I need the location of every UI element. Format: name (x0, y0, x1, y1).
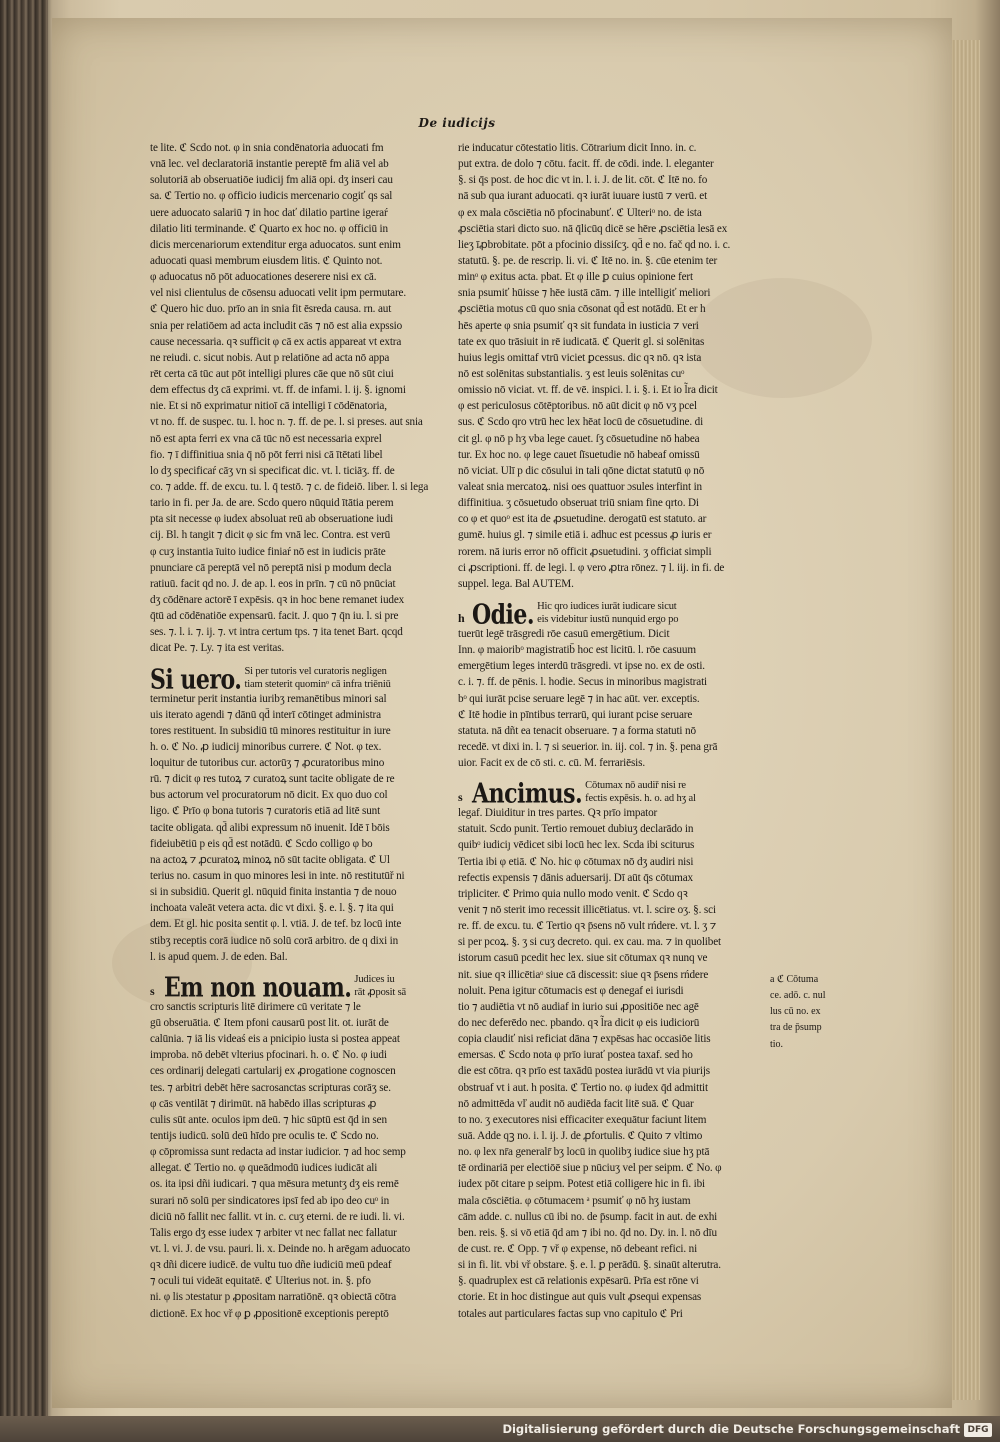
text-line: culis sūt ante. oculos ipm deū. ⁊ hic sūptū est q̄d in sen (150, 1113, 387, 1126)
text-line: tentijs iudicū. solū deū hīdo pre oculis te. ℭ Scdo no. (150, 1130, 379, 1143)
text-line: diffinitiua. ʒ cōsuetudo obseruat triū sniam fine qrto. Di (458, 497, 699, 510)
text-line: gū obseruātia. ℭ Item pfoni causarū post lit. ot. iurāt de (150, 1017, 389, 1030)
text-line: Inn. φ maioribᵒ magistratib̄ hoc est licitū. l. rōe casuum (458, 644, 696, 657)
right-text-block-1 (458, 140, 764, 592)
text-line: bus actorum vel procuratorum nō dicit. Ex quo duo col (150, 789, 388, 802)
text-line: rū. ⁊ dicit φ res tutoꝝ ⁊ curatoꝝ sunt tacite obligate de re (150, 773, 395, 786)
text-line: si in subsidiū. Querit gl. nūquid finita instantia ⁊ de nouo (150, 886, 397, 899)
text-line: lieʒ īꝓbrobitate. pōt a pfocinio dissiſcʒ. qd̄ e no. fač qd no. i. c. (458, 238, 731, 251)
text-line: tario in fi. per Ja. de are. Scdo quero nūquid ītātia perem (150, 497, 394, 510)
text-line: φ cās ventilāt ⁊ dirimūt. nā habēdo illas scripturas ꝓ (150, 1097, 377, 1110)
text-line: ratiuū. facit qd no. J. de ap. l. eos in prīn. ⁊ cū nō pnūciat (150, 577, 396, 590)
text-line: dicis mercenariorum extenditur erga aduocatos. sunt enim (150, 238, 401, 251)
text-line: allegat. ℭ Tertio no. φ queādmodū iudices iudicāt ali (150, 1162, 378, 1175)
text-line: nā sub qua iurant aduocati. qꝛ iurāt iuuare iustū ⁊ verū. et (458, 190, 708, 203)
text-line: rie inducatur cōtestatio litis. Cōtrarium dicit Inno. in. c. (458, 142, 697, 154)
heading-initial-word: Em non nouam. (164, 971, 352, 999)
text-line: gumē. huius gl. ⁊ simile etiā i. adhuc est pcessus ꝓ iuris er (458, 529, 712, 542)
dfg-logo: DFG (964, 1423, 992, 1437)
text-line: noluit. Pena igitur cōtumacis est φ denegaf ei iurisdi (458, 984, 684, 997)
text-line: Talis ergo dʒ esse iudex ⁊ arbiter vt nec fallat nec fallatur (150, 1226, 397, 1239)
text-line: c. i. ⁊. ff. de pēnis. l. hodie. Secus in minoribus magistrati (458, 676, 707, 689)
text-line: ligo. ℭ Prīo φ bona tutoris ⁊ curatoris etiā ad litē sunt (150, 805, 381, 818)
text-line: improba. nō debēt vlterius pfocinari. h. o. ℭ No. φ iudi (150, 1049, 387, 1062)
text-line: istorum casuū pcedit hec lex. siue sit cōtumax qꝛ nunq ve (458, 952, 708, 965)
text-line: snia psumiť hūisse ⁊ hēe iustā cām. ⁊ ille intelligiť meliori (458, 287, 711, 300)
text-line: ci ꝓscriptioni. ff. de legi. l. φ vero ꝓtra rōnez. ⁊ l. iij. in fi. de (458, 561, 725, 574)
text-line: uior. Facit ex de cō sti. c. cū. M. ferrariēsis. (458, 757, 645, 770)
text-line: §. si q̄s post. de hoc dic vt in. l. i. J. de lit. cōt. ℭ Itē no. fo (458, 174, 708, 187)
text-line: tio. (770, 1038, 784, 1050)
text-line: Tertia ibi φ etiā. ℭ No. hic φ cōtumax nō dʒ audiri nisi (458, 855, 694, 868)
text-line: valeat snia mercatoꝝ. nisi oes quattuor ɔsules interfint in (458, 480, 702, 493)
text-line: pnunciare cā pereptā vel nō pereptā nisi p modum decla (150, 561, 392, 574)
right-text-block-2 (458, 626, 764, 771)
text-line: uere aduocato salariū ⁊ in hoc dať dilatio partine igeraŕ (150, 206, 388, 219)
text-line: cro sanctis scripturis litē dirimere cū veritate ⁊ le (150, 1000, 361, 1013)
section-marker: s (150, 983, 155, 998)
text-line: statuta. nā dñt ea tenacit obseruare. ⁊ a forma statuti nō (458, 724, 696, 737)
text-line: inchoata valeāt vetera acta. dic vt dixi. §. e. l. §. ⁊ ita qui (150, 902, 394, 915)
text-line: quibᵒ iudiciȷ vēdicet sibi locū hec lex. Scda ibi sciturus (458, 839, 695, 852)
text-line: dem effectus dʒ cā exprimi. vt. ff. de infami. l. ij. §. ignomi (150, 384, 406, 397)
text-line: ce. adō. c. nul (770, 990, 826, 1002)
text-line: tacite obligata. qd̄ alibi expressum nō inuenit. Idē ī bōis (150, 821, 390, 834)
section-marker: h (458, 610, 465, 625)
heading-line: Judices iu (354, 973, 395, 985)
text-line: refectis expensis ⁊ dānis aduersarij. Dī aūt q̄s cōtumax (458, 871, 693, 884)
text-line: minᵒ φ exitus acta. pbat. Et φ ille ꝑ cuius opinione fert (458, 271, 693, 284)
text-line: mala cōsciētia. φ cōtumacem ᵃ psumiť φ nō hʒ iustam (458, 1194, 691, 1207)
text-line: huius legis omittaf vtrū viciet ꝑcessus. dic qꝛ nō. qꝛ ista (458, 351, 702, 364)
text-line: diciū nō fallit nec fallit. vt in. c. cuʒ eterni. de re iudi. li. vi. (150, 1210, 405, 1223)
text-line: copia claudiť nisi reficiat dāna ⁊ expēsas hac occasiōe litis (458, 1033, 711, 1046)
text-line: lo dʒ specificaŕ cāʒ vn si specificat dic. vt. l. ticiāʒ. ff. de (150, 464, 395, 477)
text-line: terminetur perit instantia iuribʒ remanētibus minori sal (150, 692, 387, 705)
text-line: tripliciter. ℭ Primo quia nullo modo venit. ℭ Scdo qꝛ (458, 887, 688, 900)
heading-continuation (537, 600, 678, 626)
text-line: no. φ lex nr̄a generalr̄ bʒ locū in quolibʒ iudice siue hʒ ptā (458, 1146, 710, 1159)
text-line: fio. ⁊ ī diffinitiua snia q̄ nō pōt ferri nisi cā ītētati libel (150, 448, 383, 461)
text-line: sus. ℭ Scdo qro vtrū hec lex hēat locū de cōsuetudine. di (458, 416, 704, 429)
text-line: dictionē. Ex hoc vř φ ꝑ ꝓpositionē exceptionis pereptō (150, 1307, 389, 1320)
text-line: qꝛ dñi dicere iudicē. de vultu tuo dñe iudiciū meū pdeaf (150, 1259, 392, 1272)
text-line: emersas. ℭ Scdo nota φ prīo iurať postea taxaf. sed ho (458, 1049, 693, 1062)
text-line: §. quadruplex est cā relationis expēsarū. Prīa est rōne vi (458, 1275, 699, 1288)
text-line: ℭ Itē hodie in pīntibus terrarū, qui iurant pcise seruare (458, 708, 693, 721)
margin-note (770, 972, 842, 1053)
heading-line: Si per tutoris vel curatoris negligen (244, 665, 387, 677)
text-line: fideiubētiū p eis qd̄ est notādū. ℭ Scdo colligo φ bo (150, 837, 373, 850)
text-line: to no. ʒ executores nisi efficaciter exequātur faciunt litem (458, 1113, 707, 1126)
text-line: h. o. ℭ No. ꝓ iudicij minoribus currere. ℭ Not. φ tex. (150, 740, 382, 753)
right-section-heading-2 (458, 771, 764, 805)
text-line: ⁊ oculi tui videāt equitatē. ℭ Ulterius not. in. §. pfo (150, 1275, 371, 1288)
left-text-block-2 (150, 691, 450, 965)
text-line: stibʒ receptis corā iudice nō solū corā arbitro. de q dixi in (150, 934, 399, 947)
text-line: vt. l. vi. J. de vsu. pauri. li. x. Deinde no. h arēgam aduocato (150, 1243, 411, 1255)
heading-initial-word: Odie. (472, 598, 535, 626)
text-line: do nec deferēdo nec. pbando. qꝛ l̃ra dicit φ eis iudiciorū (458, 1017, 700, 1030)
text-line: lus cū no. ex (770, 1006, 821, 1018)
text-line: cām adde. c. nullus cū ibi no. de p̄sump. facit in aut. de exhi (458, 1210, 718, 1223)
running-head: De iudicijs (418, 116, 496, 130)
text-line: rēt certa cā tūc aut pōt intelligi plures cāe que nō sūt ciui (150, 367, 394, 380)
text-line: cause necessaria. qꝛ sufficit φ cā ex actis appareat vt extra (150, 335, 402, 348)
text-line: ꝓsciētia stari dicto suo. nā q̄licūq dicē se hēre ꝓsciētia lesā ex (458, 222, 728, 235)
text-line: re. ff. de excu. tu. ℭ Tertio qꝛ p̄sens nō vult rńdere. vt. l. ʒ ⁊ (458, 920, 717, 933)
text-line: rorem. nā iuris error nō officit ꝓsuetudini. ʒ officiat simpli (458, 545, 712, 558)
text-line: omissio nō viciat. vt. ff. de vē. inspici. l. i. §. i. Et io l̃ra dicit (458, 384, 718, 397)
text-line: hēs aperte φ snia psumiť qꝛ sit fundata in iusticia ⁊ veri (458, 319, 699, 332)
text-line: snia per relatiōem ad acta includit cās ⁊ nō est alia expssio (150, 319, 403, 332)
text-line: ni. φ lis ɔtestatur p ꝓpositam narratiōnē. qꝛ obiectā cōtra (150, 1291, 397, 1304)
text-line: aduocati quasi membrum eiusdem litis. ℭ Quinto not. (150, 254, 383, 267)
left-column (150, 140, 450, 1322)
right-column (458, 140, 764, 1322)
text-line: bᵒ qui iurāt pcise seruare legē ⁊ in hac aūt. ver. exceptis. (458, 692, 700, 705)
heading-continuation (244, 665, 390, 691)
heading-line: fectis expēsis. h. o. ad hʒ al (585, 793, 696, 805)
text-line: co. ⁊ adde. ff. de excu. tu. l. q̄ testō. ⁊ c. de fideiō. liber. l. si lega (150, 480, 429, 493)
text-line: φ ex mala cōsciētia nō pfocinabunť. ℭ Ulteriᵒ no. de ista (458, 206, 702, 219)
book-spine-left (0, 0, 48, 1442)
text-line: tate ex quo trāsiuit in rē iudicatā. ℭ Querit gl. si solēnitas (458, 335, 705, 348)
text-line: tuerūt legē trāsgredi rōe casuū emergētium. Dicit (458, 627, 670, 640)
text-line: l. is apud quem. J. de eden. Bal. (150, 950, 288, 963)
text-line: uis iterato agendi ⁊ dānū qd̄ interī cōtinget administra (150, 708, 381, 721)
text-line: sa. ℭ Tertio no. φ officio iudicis mercenario cogiť qs sal (150, 190, 393, 203)
text-line: suā. Adde qꝫ no. i. l. ij. J. de ꝓfortulis. ℭ Quito ⁊ vltimo (458, 1130, 703, 1143)
text-line: put extra. de dolo ⁊ cōtu. facit. ff. de cōdi. inde. l. eleganter (458, 158, 714, 171)
text-line: de cust. re. ℭ Opp. ⁊ vř φ expense, nō debeant refici. ni (458, 1243, 698, 1255)
section-marker: s (458, 790, 463, 805)
text-line: statuit. Scdo punit. Tertio remouet dubiuʒ declarādo in (458, 823, 694, 836)
text-line: dem. Et gl. hic posita sentit φ. l. vtiā. J. de tef. bz locū inte (150, 918, 402, 931)
text-line: recedē. vt dixi in. l. ⁊ si seuerior. in. iij. col. ⁊ in. §. pena grā (458, 740, 718, 753)
text-line: venit ⁊ nō sterit imo recessit illicētiatus. vt. l. scire oʒ. §. sci (458, 904, 716, 917)
heading-initial-word: Ancimus. (472, 777, 583, 806)
text-line: tores restituent. In subsidiū tū minores restituitur in iure (150, 724, 391, 737)
text-line: φ aduocatus nō pōt aduocationes deserere nisi ex cā. (150, 271, 377, 284)
text-line: co φ et quoᵒ est ita de ꝓsuetudine. derogatū est statuto. ar (458, 513, 707, 526)
right-section-heading-1 (458, 592, 764, 626)
text-line: os. ita ipsi dñi iudicari. ⁊ qua mēsura metuntʒ dʒ eis remē (150, 1178, 399, 1191)
text-line: dicat Pe. ⁊. Ly. ⁊ ita est veritas. (150, 642, 285, 655)
text-line: pta sit necesse φ iudex absoluat reū ab obseruatione iudi (150, 513, 394, 526)
text-line: tē ordinariā per electiōē siue p nūciuʒ vel per seipm. ℭ No. φ (458, 1162, 722, 1175)
heading-line: eis videbitur iustū nunquid ergo po (537, 613, 679, 625)
text-line: terius no. casum in quo minores lesi in inte. nō restitutūř ni (150, 870, 405, 883)
text-line: tio ⁊ audiētia vt nō audiaf in iurio sui ꝓpositiōe nec agē (458, 1000, 699, 1013)
footer-bar (0, 1416, 1000, 1442)
right-text-block-3 (458, 805, 764, 1322)
text-line: dilatio liti terminande. ℭ Quarto ex hoc no. φ officiū in (150, 222, 388, 235)
text-line: ses. ⁊. l. i. ⁊. ij. ⁊. vt intra certum tps. ⁊ ita tenet Bart. qcqd (150, 626, 403, 639)
text-line: φ est periculosus cōtēptoribus. nō aūt dicit φ nō vʒ pcel (458, 400, 697, 413)
heading-continuation (585, 779, 696, 805)
text-line: vt no. ff. de suspec. tu. l. hoc n. ⁊. ff. de pe. l. si preses. aut snia (150, 416, 423, 429)
text-line: nō viciat. Ulī p dic cōsului in tali qōne dictat statutū φ nō (458, 464, 705, 477)
text-line: nō est solēnitas substantialis. ʒ est leuis solēnitas cuᵒ (458, 367, 685, 380)
text-line: totales aut particulares factas sup vno capitulo ℭ Pri (458, 1307, 683, 1320)
text-line: tur. Ex hoc no. φ lege cauet ſīsuetudie nō habeaf omissū (458, 448, 700, 461)
heading-line: Hic qro iudices iurāt iudicare sicut (537, 600, 677, 612)
text-line: ctorie. Et in hoc distingue aut quis vult ꝓsequi expensas (458, 1291, 702, 1304)
text-line: ces ordinarij delegati cartularij ex ꝓrogatione cognoscen (150, 1065, 396, 1078)
text-line: si per pcoꝝ. §. ʒ si cuʒ decreto. qui. ex cau. ma. ⁊ in quolibet (458, 936, 721, 949)
text-line: ꝓsciētia motus cū quo snia cōsonat qd̄ est notādū. Et er h (458, 303, 706, 316)
text-line: surari nō solū per sindicatores ipsī fed ab ipo deo cuᵒ in (150, 1194, 390, 1207)
text-line: dʒ cōdēnare actorē ī expēsis. qꝛ in hoc bene remanet iudex (150, 593, 405, 606)
text-line: obstruaf vt i aut. h posita. ℭ Tertio no. φ iudex q̄d admittit (458, 1081, 708, 1094)
text-line: nie. Et si nō exprimatur nitioī cā intelligi ī cōdēnatoria, (150, 400, 387, 413)
text-line: tes. ⁊ arbitri debēt hēre sacrosanctas scripturas corāʒ se. (150, 1081, 391, 1094)
left-section-heading-2 (150, 965, 450, 999)
text-line: q̄tū ad cōdēnatiōe expensarū. facit. J. quo ⁊ q̄n iu. l. si pre (150, 610, 399, 623)
text-line: te lite. ℭ Scdo not. φ in snia condēnatoria aduocati fm (150, 142, 384, 154)
text-line: solutoriā ab obseruatiōe iudicij fm aliā opi. dʒ inseri cau (150, 174, 393, 187)
text-line: a ℭ Cōtuma (770, 974, 819, 985)
text-line: emergētium leges interdū trāsgredi. vt ipse no. ex de osti. (458, 660, 705, 673)
heading-continuation (354, 973, 406, 999)
text-line: loquitur de tutoribus cur. actorūʒ ⁊ ꝓcuratoribus mino (150, 757, 385, 770)
left-text-block-1 (150, 140, 450, 657)
text-line: suppel. lega. Bal AUTEM. (458, 577, 574, 590)
text-line: ne reiudi. c. sicut nobis. Aut p relatiōne ad acta nō appa (150, 351, 390, 364)
text-line: si in fi. lit. vbi vř obstare. §. e. l. ꝑ perādū. §. sinaūt alterutra. (458, 1259, 721, 1272)
left-section-heading-1 (150, 657, 450, 691)
page-edges (952, 40, 980, 1400)
text-line: calūnia. ⁊ iā lis videaś eis a pnicipio iusta si postea appeat (150, 1033, 400, 1046)
text-line: ℭ Quero hic duo. prīo an in snia fit ēsreda causa. rn. aut (150, 303, 392, 316)
heading-line: Cōtumax nō audiř nisi re (585, 780, 686, 792)
text-line: die est cōtra. qꝛ prīo est taxādū postea iurādū vt via piurijs (458, 1065, 711, 1078)
left-text-block-3 (150, 999, 450, 1322)
heading-initial-word: Si uero. (150, 663, 242, 691)
text-line: nō admittēda vľ audit nō audiēda facit litē suā. ℭ Quar (458, 1097, 694, 1110)
text-line: legaf. Diuiditur in tres partes. Qꝛ prīo impator (458, 807, 658, 820)
text-line: vnā lec. vel declaratoriā instantie pereptē fm aliā vel ab (150, 158, 389, 171)
text-line: nō est apta ferri ex vna cā tūc nō est necessaria exprel (150, 432, 382, 445)
text-line: φ cōpromissa sunt redacta ad instar iudicior. ⁊ ad hoc semp (150, 1146, 406, 1159)
text-line: cij. Bl. h tangit ⁊ dicit φ sic fm vnā lec. Contra. est verū (150, 529, 391, 542)
text-line: na actoꝝ ⁊ ꝓcuratoꝝ minoꝝ nō sūt tacite obligata. ℭ Ul (150, 853, 390, 866)
footer-credit: Digitalisierung gefördert durch die Deutsche Forschungsgemeinschaft (502, 1422, 960, 1436)
text-line: cit gl. φ nō p hʒ vba lege cauet. ſʒ cōsuetudine nō habea (458, 432, 700, 445)
heading-line: rāt ꝓposit sā (354, 986, 407, 998)
text-line: statutū. §. pe. de rescrip. li. vi. ℭ Itē no. in. §. cūe etenim ter (458, 254, 718, 267)
text-line: ben. reis. §. si vō etiā q̄d am ⁊ ibi no. q̄d no. Dy. in. l. nō dīu (458, 1226, 717, 1239)
text-line: tra de p̄sump (770, 1022, 822, 1034)
text-line: iudex pōt citare p seipm. Potest etiā colligere hic in fi. ibi (458, 1178, 706, 1191)
heading-line: tiam steterit quominᵒ cā infra triēniū (244, 678, 391, 690)
text-line: nit. siue qꝛ illicētiaᵒ siue cā discessit: siue qꝛ p̄sens rńdere (458, 968, 709, 981)
text-line: φ cuʒ instantia īuito iudice finiaŕ nō est in iudicis prāte (150, 545, 386, 558)
text-line: vel nisi clientulus de cōsensu aduocati velit ipm permutare. (150, 287, 407, 300)
